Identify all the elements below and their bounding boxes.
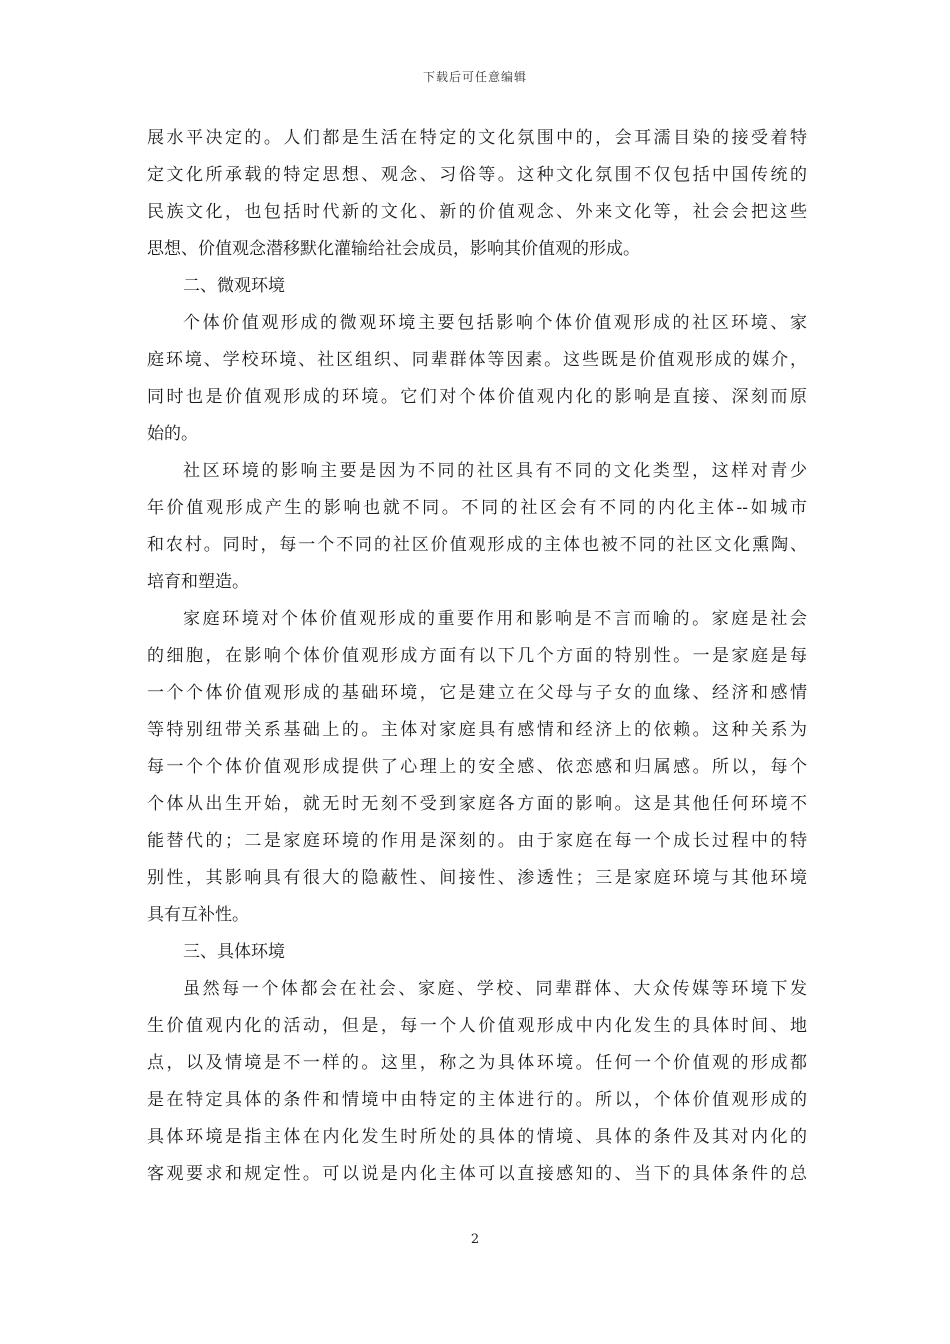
text-line: 是在特定具体的条件和情境中由特定的主体进行的。所以，个体价值观形成的 (147, 1090, 807, 1110)
text-line: 三、具体环境 (183, 942, 285, 962)
text-line: 每一个个体价值观形成提供了心理上的安全感、依恋感和归属感。所以，每个 (147, 757, 807, 777)
text-line: 一个个体价值观形成的基础环境，它是建立在父母与子女的血缘、经济和感情 (147, 683, 807, 703)
text-line: 具有互补性。 (147, 905, 249, 925)
text-line: 展水平决定的。人们都是生活在特定的文化氛围中的，会耳濡目染的接受着特 (147, 128, 807, 148)
document-body (147, 120, 807, 1193)
text-line: 二、微观环境 (183, 276, 285, 296)
page-header: 下载后可任意编辑 (422, 70, 527, 84)
text-line: 同时也是价值观形成的环境。它们对个体价值观内化的影响是直接、深刻而原 (147, 387, 807, 407)
text-line: 个体价值观形成的微观环境主要包括影响个体价值观形成的社区环境、家 (183, 313, 807, 333)
text-line: 定文化所承载的特定思想、观念、习俗等。这种文化氛围不仅包括中国传统的 (147, 165, 807, 185)
text-line: 个体从出生开始，就无时无刻不受到家庭各方面的影响。这是其他任何环境不 (147, 794, 807, 814)
text-line: 社区环境的影响主要是因为不同的社区具有不同的文化类型，这样对青少 (183, 461, 807, 481)
text-line: 培育和塑造。 (147, 572, 249, 592)
page-number: 2 (470, 1232, 480, 1247)
text-line: 思想、价值观念潜移默化灌输给社会成员，影响其价值观的形成。 (147, 239, 640, 259)
text-line: 等特别纽带关系基础上的。主体对家庭具有感情和经济上的依赖。这种关系为 (147, 720, 807, 740)
text-line: 别性，其影响具有很大的隐蔽性、间接性、渗透性；三是家庭环境与其他环境 (147, 868, 807, 888)
text-line: 点，以及情境是不一样的。这里，称之为具体环境。任何一个价值观的形成都 (147, 1053, 807, 1073)
text-line: 始的。 (147, 424, 198, 444)
text-line: 的细胞，在影响个体价值观形成方面有以下几个方面的特别性。一是家庭是每 (147, 646, 807, 666)
text-line: 生价值观内化的活动，但是，每一个人价值观形成中内化发生的具体时间、地 (147, 1016, 807, 1036)
text-line: 能替代的；二是家庭环境的作用是深刻的。由于家庭在每一个成长过程中的特 (147, 831, 807, 851)
text-line: 虽然每一个体都会在社会、家庭、学校、同辈群体、大众传媒等环境下发 (183, 979, 807, 999)
text-line: 年价值观形成产生的影响也就不同。不同的社区会有不同的内化主体--如城市 (147, 498, 807, 518)
text-line: 庭环境、学校环境、社区组织、同辈群体等因素。这些既是价值观形成的媒介， (147, 350, 807, 370)
text-line: 民族文化，也包括时代新的文化、新的价值观念、外来文化等，社会会把这些 (147, 202, 807, 222)
text-line: 客观要求和规定性。可以说是内化主体可以直接感知的、当下的具体条件的总 (147, 1164, 807, 1184)
text-line: 和农村。同时，每一个不同的社区价值观形成的主体也被不同的社区文化熏陶、 (147, 535, 807, 555)
text-line: 家庭环境对个体价值观形成的重要作用和影响是不言而喻的。家庭是社会 (183, 609, 807, 629)
text-line: 具体环境是指主体在内化发生时所处的具体的情境、具体的条件及其对内化的 (147, 1127, 807, 1147)
